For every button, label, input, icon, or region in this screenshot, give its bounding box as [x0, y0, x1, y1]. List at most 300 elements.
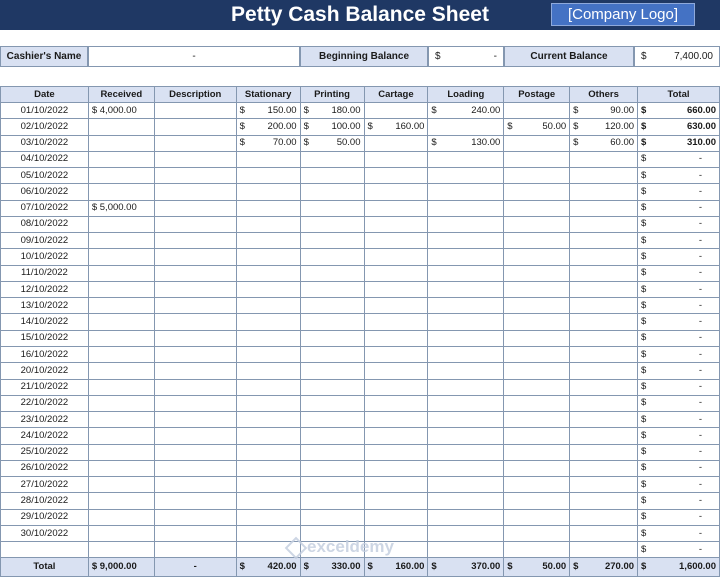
postage-cell[interactable] — [504, 525, 570, 541]
date-cell[interactable]: 29/10/2022 — [1, 509, 89, 525]
description-cell[interactable] — [154, 200, 236, 216]
received-cell[interactable] — [88, 330, 154, 346]
col-header-description[interactable]: Description — [154, 87, 236, 103]
loading-cell[interactable] — [428, 168, 504, 184]
printing-cell[interactable] — [300, 119, 364, 135]
description-cell[interactable] — [154, 314, 236, 330]
printing-cell[interactable] — [300, 412, 364, 428]
col-header-date[interactable]: Date — [1, 87, 89, 103]
row-total-cell[interactable] — [638, 119, 720, 135]
others-cell[interactable] — [570, 281, 638, 297]
row-total-cell[interactable] — [638, 346, 720, 362]
col-header-received[interactable]: Received — [88, 87, 154, 103]
cartage-cell[interactable] — [364, 493, 428, 509]
postage-cell[interactable] — [504, 168, 570, 184]
row-total-cell[interactable] — [638, 200, 720, 216]
cartage-cell[interactable] — [364, 233, 428, 249]
col-header-cartage[interactable]: Cartage — [364, 87, 428, 103]
cartage-cell[interactable] — [364, 151, 428, 167]
loading-cell[interactable] — [428, 525, 504, 541]
stationary-cell[interactable] — [236, 493, 300, 509]
description-cell[interactable] — [154, 428, 236, 444]
table-row — [1, 314, 720, 330]
description-cell[interactable] — [154, 151, 236, 167]
stationary-cell[interactable] — [236, 477, 300, 493]
received-cell[interactable] — [88, 151, 154, 167]
row-total-cell[interactable] — [638, 525, 720, 541]
description-cell[interactable] — [154, 233, 236, 249]
beginning-balance-field[interactable] — [428, 46, 504, 67]
stationary-cell[interactable] — [236, 249, 300, 265]
cartage-cell[interactable] — [364, 249, 428, 265]
received-cell[interactable] — [88, 346, 154, 362]
cartage-cell[interactable] — [364, 363, 428, 379]
received-cell[interactable] — [88, 542, 154, 558]
row-total-cell[interactable] — [638, 412, 720, 428]
received-cell[interactable] — [88, 249, 154, 265]
printing-cell[interactable] — [300, 477, 364, 493]
printing-cell[interactable] — [300, 184, 364, 200]
cartage-cell[interactable] — [364, 265, 428, 281]
loading-cell[interactable] — [428, 314, 504, 330]
stationary-cell[interactable] — [236, 151, 300, 167]
received-cell[interactable] — [88, 135, 154, 151]
postage-cell[interactable] — [504, 281, 570, 297]
received-cell[interactable] — [88, 363, 154, 379]
others-cell[interactable] — [570, 493, 638, 509]
cartage-cell[interactable] — [364, 168, 428, 184]
row-total-cell[interactable] — [638, 363, 720, 379]
printing-cell[interactable] — [300, 151, 364, 167]
description-cell[interactable] — [154, 168, 236, 184]
others-cell[interactable] — [570, 151, 638, 167]
others-cell[interactable] — [570, 233, 638, 249]
description-cell[interactable] — [154, 265, 236, 281]
postage-cell[interactable] — [504, 428, 570, 444]
received-cell[interactable] — [88, 525, 154, 541]
others-cell[interactable] — [570, 265, 638, 281]
description-cell[interactable] — [154, 119, 236, 135]
row-total-cell[interactable] — [638, 314, 720, 330]
postage-cell[interactable] — [504, 509, 570, 525]
received-cell[interactable] — [88, 477, 154, 493]
printing-cell[interactable] — [300, 298, 364, 314]
received-cell[interactable] — [88, 184, 154, 200]
others-cell[interactable] — [570, 412, 638, 428]
stationary-cell[interactable] — [236, 379, 300, 395]
cartage-cell[interactable] — [364, 509, 428, 525]
loading-cell[interactable] — [428, 395, 504, 411]
loading-cell[interactable] — [428, 151, 504, 167]
loading-cell[interactable] — [428, 509, 504, 525]
date-cell[interactable]: 14/10/2022 — [1, 314, 89, 330]
others-cell[interactable] — [570, 395, 638, 411]
date-cell[interactable]: 27/10/2022 — [1, 477, 89, 493]
loading-cell[interactable] — [428, 249, 504, 265]
row-total-cell[interactable] — [638, 542, 720, 558]
received-cell[interactable] — [88, 168, 154, 184]
printing-cell[interactable] — [300, 314, 364, 330]
postage-cell[interactable] — [504, 249, 570, 265]
currency-symbol: $ — [431, 104, 437, 116]
stationary-cell[interactable] — [236, 168, 300, 184]
cartage-cell[interactable] — [364, 314, 428, 330]
printing-cell[interactable] — [300, 509, 364, 525]
col-header-loading[interactable]: Loading — [428, 87, 504, 103]
postage-cell[interactable] — [504, 395, 570, 411]
loading-cell[interactable] — [428, 444, 504, 460]
stationary-cell[interactable] — [236, 395, 300, 411]
description-cell[interactable] — [154, 379, 236, 395]
postage-cell[interactable] — [504, 233, 570, 249]
stationary-cell[interactable] — [236, 509, 300, 525]
date-cell[interactable]: 20/10/2022 — [1, 363, 89, 379]
description-cell[interactable] — [154, 509, 236, 525]
postage-cell[interactable] — [504, 542, 570, 558]
date-cell[interactable]: 16/10/2022 — [1, 346, 89, 362]
table-row — [1, 395, 720, 411]
received-cell[interactable] — [88, 460, 154, 476]
date-cell[interactable]: 10/10/2022 — [1, 249, 89, 265]
received-cell[interactable] — [88, 395, 154, 411]
row-total-cell[interactable] — [638, 395, 720, 411]
others-cell[interactable] — [570, 509, 638, 525]
received-cell[interactable]: $ 5,000.00 — [88, 200, 154, 216]
cartage-cell[interactable] — [364, 346, 428, 362]
received-cell[interactable] — [88, 298, 154, 314]
printing-cell[interactable] — [300, 493, 364, 509]
date-cell[interactable]: 15/10/2022 — [1, 330, 89, 346]
description-cell[interactable] — [154, 281, 236, 297]
others-cell[interactable] — [570, 363, 638, 379]
description-cell[interactable] — [154, 542, 236, 558]
loading-cell[interactable] — [428, 412, 504, 428]
cartage-cell[interactable] — [364, 395, 428, 411]
description-cell[interactable] — [154, 346, 236, 362]
date-cell[interactable]: 25/10/2022 — [1, 444, 89, 460]
loading-cell[interactable] — [428, 216, 504, 232]
others-cell[interactable] — [570, 379, 638, 395]
postage-cell[interactable] — [504, 151, 570, 167]
received-cell[interactable] — [88, 493, 154, 509]
row-total-amount: - — [698, 202, 702, 214]
date-cell[interactable]: 06/10/2022 — [1, 184, 89, 200]
date-cell[interactable]: 05/10/2022 — [1, 168, 89, 184]
printing-cell[interactable] — [300, 249, 364, 265]
printing-cell[interactable] — [300, 135, 364, 151]
row-total-cell[interactable] — [638, 477, 720, 493]
loading-cell[interactable] — [428, 119, 504, 135]
row-total-cell[interactable] — [638, 151, 720, 167]
date-cell[interactable]: 21/10/2022 — [1, 379, 89, 395]
currency-symbol: $ — [239, 137, 245, 149]
others-cell[interactable] — [570, 200, 638, 216]
cartage-cell[interactable] — [364, 379, 428, 395]
date-cell[interactable]: 12/10/2022 — [1, 281, 89, 297]
stationary-cell[interactable] — [236, 281, 300, 297]
loading-cell[interactable] — [428, 298, 504, 314]
postage-cell[interactable] — [504, 346, 570, 362]
loading-cell[interactable] — [428, 493, 504, 509]
row-total-cell[interactable] — [638, 233, 720, 249]
row-total-cell[interactable] — [638, 509, 720, 525]
date-cell[interactable]: 09/10/2022 — [1, 233, 89, 249]
others-cell[interactable] — [570, 184, 638, 200]
postage-cell[interactable] — [504, 477, 570, 493]
postage-cell[interactable] — [504, 216, 570, 232]
stationary-cell[interactable] — [236, 119, 300, 135]
received-cell[interactable] — [88, 428, 154, 444]
stationary-cell[interactable] — [236, 233, 300, 249]
cartage-cell[interactable] — [364, 281, 428, 297]
description-cell[interactable] — [154, 184, 236, 200]
description-cell[interactable] — [154, 395, 236, 411]
loading-cell[interactable] — [428, 200, 504, 216]
description-cell[interactable] — [154, 249, 236, 265]
others-cell[interactable] — [570, 119, 638, 135]
loading-cell[interactable] — [428, 379, 504, 395]
others-cell[interactable] — [570, 428, 638, 444]
description-cell[interactable] — [154, 135, 236, 151]
row-total-cell[interactable] — [638, 460, 720, 476]
date-cell[interactable]: 22/10/2022 — [1, 395, 89, 411]
date-cell[interactable]: 30/10/2022 — [1, 525, 89, 541]
description-cell[interactable] — [154, 103, 236, 119]
printing-cell[interactable] — [300, 103, 364, 119]
date-cell[interactable] — [1, 542, 89, 558]
date-cell[interactable]: 04/10/2022 — [1, 151, 89, 167]
cartage-cell[interactable] — [364, 444, 428, 460]
printing-cell[interactable] — [300, 330, 364, 346]
cartage-cell[interactable] — [364, 216, 428, 232]
others-cell[interactable] — [570, 314, 638, 330]
loading-cell[interactable] — [428, 135, 504, 151]
postage-cell[interactable] — [504, 103, 570, 119]
received-cell[interactable] — [88, 412, 154, 428]
description-cell[interactable] — [154, 412, 236, 428]
postage-cell[interactable] — [504, 363, 570, 379]
description-cell[interactable] — [154, 298, 236, 314]
description-cell[interactable] — [154, 460, 236, 476]
stationary-cell[interactable] — [236, 135, 300, 151]
others-cell[interactable] — [570, 216, 638, 232]
postage-cell[interactable] — [504, 444, 570, 460]
postage-cell[interactable] — [504, 119, 570, 135]
description-cell[interactable] — [154, 477, 236, 493]
received-cell[interactable] — [88, 119, 154, 135]
currency-symbol: $ — [641, 511, 647, 523]
cartage-cell[interactable] — [364, 412, 428, 428]
postage-cell[interactable] — [504, 330, 570, 346]
printing-cell[interactable] — [300, 428, 364, 444]
others-cell[interactable] — [570, 444, 638, 460]
postage-cell[interactable] — [504, 493, 570, 509]
cartage-cell[interactable] — [364, 298, 428, 314]
stationary-cell[interactable] — [236, 346, 300, 362]
description-cell[interactable] — [154, 216, 236, 232]
received-cell[interactable]: $ 4,000.00 — [88, 103, 154, 119]
cartage-cell[interactable] — [364, 428, 428, 444]
cartage-cell[interactable] — [364, 200, 428, 216]
table-row — [1, 249, 720, 265]
loading-cell[interactable] — [428, 542, 504, 558]
row-total-cell[interactable] — [638, 103, 720, 119]
date-cell[interactable]: 02/10/2022 — [1, 119, 89, 135]
postage-cell[interactable] — [504, 314, 570, 330]
row-total-cell[interactable] — [638, 379, 720, 395]
postage-cell[interactable] — [504, 200, 570, 216]
col-header-others[interactable]: Others — [570, 87, 638, 103]
row-total-cell[interactable] — [638, 184, 720, 200]
cartage-cell[interactable] — [364, 103, 428, 119]
row-total-cell[interactable] — [638, 216, 720, 232]
received-cell[interactable] — [88, 509, 154, 525]
others-cell[interactable] — [570, 330, 638, 346]
description-cell[interactable] — [154, 493, 236, 509]
row-total-amount: - — [698, 462, 702, 474]
description-cell[interactable] — [154, 444, 236, 460]
others-cell[interactable] — [570, 249, 638, 265]
printing-cell[interactable] — [300, 281, 364, 297]
stationary-cell[interactable] — [236, 428, 300, 444]
row-total-cell[interactable] — [638, 428, 720, 444]
current-balance-field[interactable] — [634, 46, 720, 67]
received-cell[interactable] — [88, 216, 154, 232]
printing-cell[interactable] — [300, 444, 364, 460]
cartage-cell[interactable] — [364, 330, 428, 346]
stationary-cell[interactable] — [236, 330, 300, 346]
printing-cell[interactable] — [300, 460, 364, 476]
loading-cell[interactable] — [428, 330, 504, 346]
totals-row — [1, 558, 720, 577]
loading-cell[interactable] — [428, 460, 504, 476]
cartage-cell[interactable] — [364, 184, 428, 200]
stationary-cell[interactable] — [236, 314, 300, 330]
col-header-total[interactable]: Total — [638, 87, 720, 103]
received-cell[interactable] — [88, 379, 154, 395]
others-cell[interactable] — [570, 346, 638, 362]
loading-cell[interactable] — [428, 233, 504, 249]
loading-cell[interactable] — [428, 184, 504, 200]
received-cell[interactable] — [88, 265, 154, 281]
stationary-cell[interactable] — [236, 298, 300, 314]
postage-cell[interactable] — [504, 412, 570, 428]
postage-cell[interactable] — [504, 184, 570, 200]
printing-cell[interactable] — [300, 200, 364, 216]
cashier-name-field[interactable]: - — [88, 46, 300, 67]
col-header-stationary[interactable]: Stationary — [236, 87, 300, 103]
cartage-cell[interactable] — [364, 460, 428, 476]
row-total-cell[interactable] — [638, 281, 720, 297]
others-cell[interactable] — [570, 477, 638, 493]
loading-cell[interactable] — [428, 346, 504, 362]
cartage-cell[interactable] — [364, 135, 428, 151]
date-cell[interactable]: 07/10/2022 — [1, 200, 89, 216]
col-header-printing[interactable]: Printing — [300, 87, 364, 103]
received-cell[interactable] — [88, 233, 154, 249]
stationary-cell[interactable] — [236, 412, 300, 428]
date-cell[interactable]: 08/10/2022 — [1, 216, 89, 232]
stationary-cell[interactable] — [236, 103, 300, 119]
stationary-cell[interactable] — [236, 444, 300, 460]
postage-cell[interactable] — [504, 265, 570, 281]
currency-symbol: $ — [641, 234, 647, 246]
stationary-cell[interactable] — [236, 363, 300, 379]
description-cell[interactable] — [154, 363, 236, 379]
printing-cell[interactable] — [300, 265, 364, 281]
others-cell[interactable] — [570, 103, 638, 119]
printing-cell[interactable] — [300, 168, 364, 184]
loading-cell[interactable] — [428, 103, 504, 119]
others-cell[interactable] — [570, 542, 638, 558]
currency-symbol: $ — [641, 299, 647, 311]
others-cell[interactable] — [570, 525, 638, 541]
description-cell[interactable] — [154, 525, 236, 541]
loading-cell[interactable] — [428, 265, 504, 281]
description-cell[interactable] — [154, 330, 236, 346]
postage-cell[interactable] — [504, 135, 570, 151]
row-total-cell[interactable] — [638, 298, 720, 314]
row-total-cell[interactable] — [638, 265, 720, 281]
date-cell[interactable]: 23/10/2022 — [1, 412, 89, 428]
received-cell[interactable] — [88, 444, 154, 460]
date-cell[interactable]: 13/10/2022 — [1, 298, 89, 314]
date-cell[interactable]: 28/10/2022 — [1, 493, 89, 509]
row-total-amount: - — [698, 495, 702, 506]
printing-cell[interactable] — [300, 363, 364, 379]
date-cell[interactable]: 03/10/2022 — [1, 135, 89, 151]
row-total-cell[interactable] — [638, 493, 720, 509]
others-cell[interactable] — [570, 298, 638, 314]
currency-symbol: $ — [239, 120, 245, 132]
date-cell[interactable]: 01/10/2022 — [1, 103, 89, 119]
printing-cell[interactable] — [300, 379, 364, 395]
postage-cell[interactable] — [504, 298, 570, 314]
stationary-cell[interactable] — [236, 265, 300, 281]
loading-cell[interactable] — [428, 363, 504, 379]
col-header-postage[interactable]: Postage — [504, 87, 570, 103]
row-total-cell[interactable] — [638, 168, 720, 184]
stationary-cell[interactable] — [236, 184, 300, 200]
loading-cell[interactable] — [428, 428, 504, 444]
row-total-cell[interactable] — [638, 444, 720, 460]
printing-cell[interactable] — [300, 216, 364, 232]
row-total-cell[interactable] — [638, 249, 720, 265]
cartage-cell[interactable] — [364, 477, 428, 493]
stationary-cell[interactable] — [236, 200, 300, 216]
received-cell[interactable] — [88, 314, 154, 330]
stationary-cell[interactable] — [236, 216, 300, 232]
received-cell[interactable] — [88, 281, 154, 297]
stationary-cell[interactable] — [236, 460, 300, 476]
others-cell[interactable] — [570, 168, 638, 184]
others-cell[interactable] — [570, 135, 638, 151]
postage-cell[interactable] — [504, 379, 570, 395]
row-total-cell[interactable] — [638, 135, 720, 151]
printing-cell[interactable] — [300, 395, 364, 411]
row-total-cell[interactable] — [638, 330, 720, 346]
date-cell[interactable]: 24/10/2022 — [1, 428, 89, 444]
printing-cell[interactable] — [300, 346, 364, 362]
postage-cell[interactable] — [504, 460, 570, 476]
loading-cell[interactable] — [428, 281, 504, 297]
date-cell[interactable]: 11/10/2022 — [1, 265, 89, 281]
cartage-cell[interactable] — [364, 119, 428, 135]
others-cell[interactable] — [570, 460, 638, 476]
loading-cell[interactable] — [428, 477, 504, 493]
printing-cell[interactable] — [300, 233, 364, 249]
date-cell[interactable]: 26/10/2022 — [1, 460, 89, 476]
